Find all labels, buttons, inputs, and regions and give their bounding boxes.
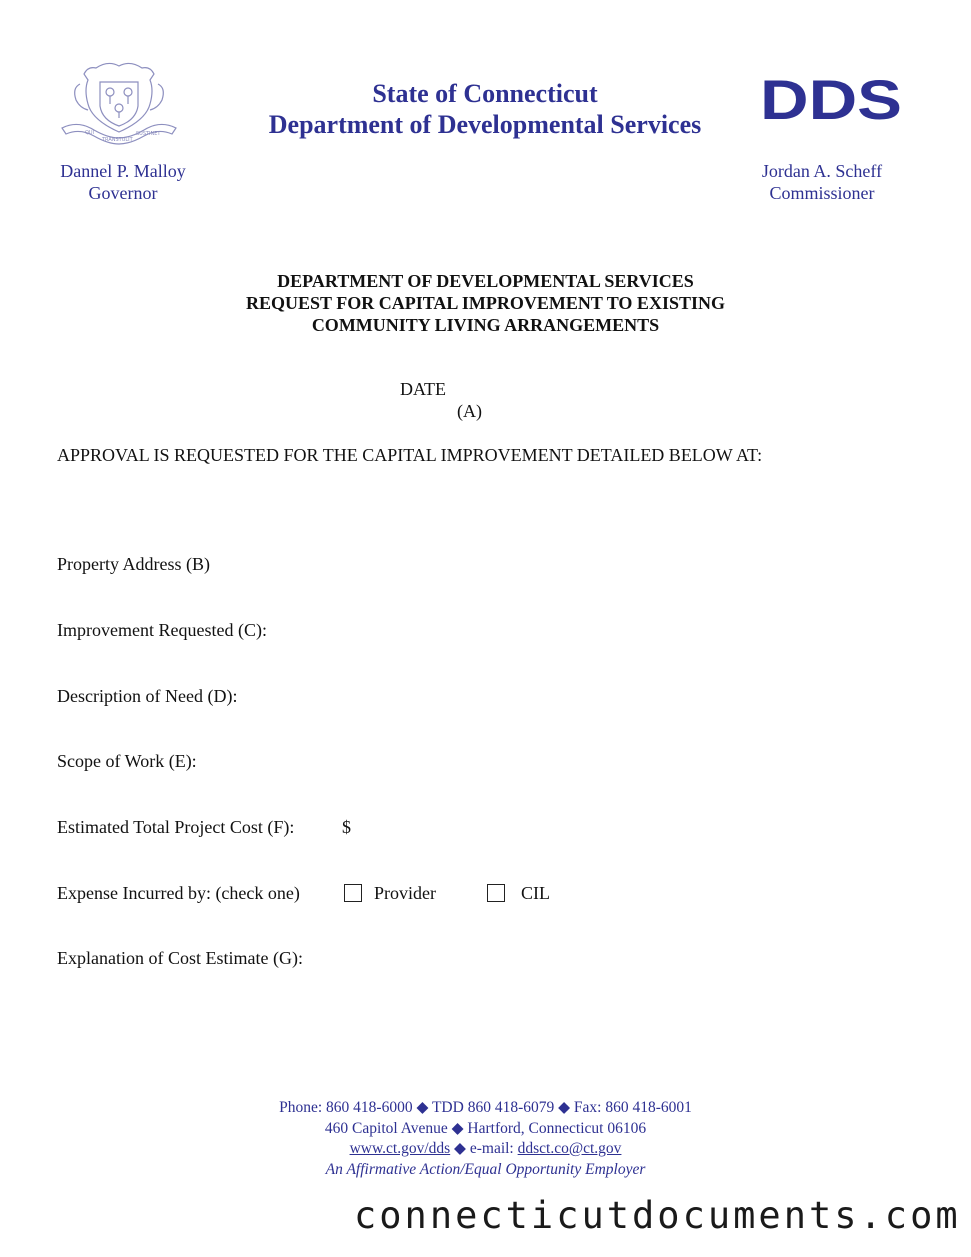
letterhead-title [240,78,730,140]
cost-currency-symbol: $ [342,817,351,837]
department-title: Department of Developmental Services [268,110,702,139]
watermark-text: connecticutdocuments.com [354,1194,961,1237]
footer-eeo-line: An Affirmative Action/Equal Opportunity Employer [325,1160,646,1178]
heading-line-2: REQUEST FOR CAPITAL IMPROVEMENT TO EXISTING [246,293,725,313]
date-code: (A) [457,401,482,421]
governor-title: Governor [88,183,158,203]
governor-block [58,160,188,204]
form-heading [150,270,821,336]
cil-option-label: CIL [521,883,550,903]
letterhead-footer [200,1098,771,1180]
website-link[interactable]: www.ct.gov/dds [349,1140,451,1157]
email-separator: ◆ e-mail: [450,1140,518,1157]
property-address-label: Property Address (B) [57,554,210,574]
commissioner-title: Commissioner [769,183,875,203]
cil-checkbox[interactable] [487,884,505,902]
provider-checkbox[interactable] [344,884,362,902]
governor-name: Dannel P. Malloy [60,161,186,181]
dds-logo [760,76,902,122]
explanation-label: Explanation of Cost Estimate (G): [57,948,303,968]
footer-web-line [200,1139,771,1160]
description-of-need-label: Description of Need (D): [57,686,238,706]
expense-incurred-label: Expense Incurred by: (check one) [57,883,300,903]
provider-option-label: Provider [374,883,436,903]
footer-contact-line: Phone: 860 418-6000 ◆ TDD 860 418-6079 ◆ Fax: 860 418-6001 [279,1099,692,1116]
footer-address-line: 460 Capitol Avenue ◆ Hartford, Connecticut 06106 [324,1119,647,1137]
state-seal-logo [58,60,180,152]
heading-line-1: DEPARTMENT OF DEVELOPMENTAL SERVICES [277,271,694,291]
email-link[interactable]: ddsct.co@ct.gov [517,1140,622,1157]
dds-logo-text: DDS [760,76,902,122]
commissioner-name: Jordan A. Scheff [761,161,883,181]
improvement-requested-label: Improvement Requested (C): [57,620,267,640]
seal-motto-left: QUI [85,130,95,136]
commissioner-block [752,160,892,204]
heading-line-3: COMMUNITY LIVING ARRANGEMENTS [311,315,660,335]
scope-of-work-label: Scope of Work (E): [57,751,197,771]
state-title: State of Connecticut [372,79,598,108]
approval-statement: APPROVAL IS REQUESTED FOR THE CAPITAL IMPROVEMENT DETAILED BELOW AT: [57,445,763,465]
seal-motto-center: TRANSTULIT [102,137,133,143]
date-label: DATE [400,379,446,399]
estimated-cost-label: Estimated Total Project Cost (F): [57,817,295,837]
seal-motto-right: SUSTINET [136,131,161,137]
